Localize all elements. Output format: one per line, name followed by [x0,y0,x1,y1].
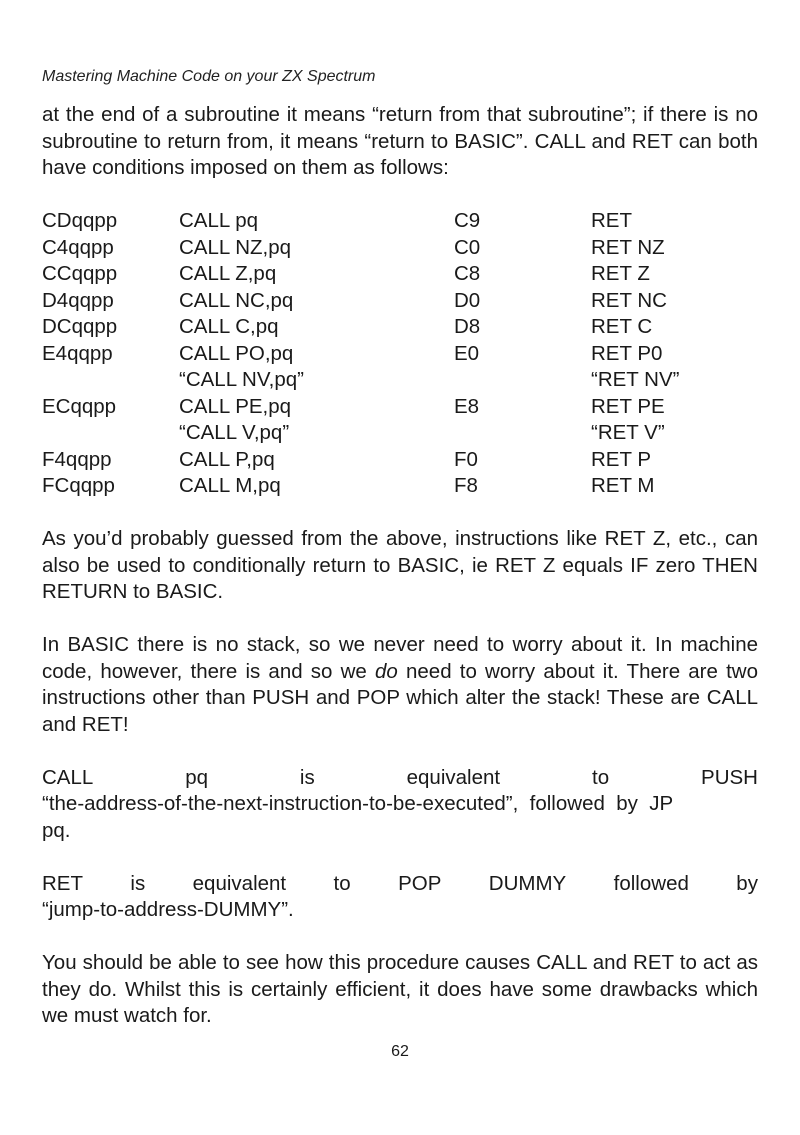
call-opcode-cell: ECqqpp [42,394,117,418]
ret-mnemonic-cell: “RET NV” [591,368,680,391]
ret-opcode-cell: F0 [454,447,478,471]
ret-opcode-cell: E0 [454,341,480,365]
call-mnemonic-cell: CALL pq [179,209,259,232]
conditional-return-paragraph: As you’d probably guessed from the above, instructions like RET Z, etc., can also be used to conditionally return to BASIC, ie RET Z equals IF zero THEN RETURN to BASIC. [42,527,758,603]
call-opcode-cell: F4qqpp [42,447,112,471]
call-opcode-cell: CCqqpp [42,262,118,285]
ret-opcode-cell: D0 [454,288,481,312]
opcode-table-row [42,367,758,394]
call-word: to [592,765,610,789]
ret-word: by [736,871,758,895]
opcode-table-row [42,341,758,368]
call-word: CALL [42,765,94,789]
ret-mnemonic-cell: RET PE [591,394,665,418]
ret-opcode-cell: C8 [454,262,481,285]
ret-mnemonic-cell: “RET V” [591,421,665,444]
call-opcode-cell: C4qqpp [42,235,114,259]
ret-opcode-cell: C9 [454,209,481,232]
opcode-table-row [42,447,758,474]
call-opcode-cell: FCqqpp [42,474,115,497]
opcode-table-row [42,288,758,315]
call-mnemonic-cell: CALL P,pq [179,447,275,471]
ret-word: equivalent [192,871,287,895]
call-opcode-cell: E4qqpp [42,341,113,365]
ret-word: DUMMY [488,871,567,895]
call-mnemonic-cell: CALL NC,pq [179,288,294,312]
ret-opcode-cell [454,420,591,447]
ret-mnemonic-cell: RET [591,209,632,232]
ret-mnemonic-cell: RET M [591,474,655,497]
ret-mnemonic-cell: RET P [591,447,651,471]
call-mnemonic-cell: CALL Z,pq [179,262,277,285]
ret-opcode-cell: D8 [454,315,481,338]
call-word: PUSH [701,765,758,789]
call-opcode-cell [42,420,179,447]
opcode-table-row [42,394,758,421]
opcode-table-row [42,473,758,500]
opcode-table-row [42,420,758,447]
ret-word: to [333,871,351,895]
ret-word: POP [398,871,442,895]
call-first-line [42,765,758,792]
ret-mnemonic-cell: RET NZ [591,235,665,259]
call-mnemonic-cell: CALL M,pq [179,474,281,497]
call-opcode-cell: DCqqpp [42,315,118,338]
ret-mnemonic-cell: RET NC [591,288,667,312]
ret-mnemonic-cell: RET C [591,315,653,338]
call-word: is [299,765,315,789]
call-mnemonic-cell: CALL C,pq [179,315,279,338]
call-opcode-cell [42,367,179,394]
ret-opcode-cell: C0 [454,235,481,259]
ret-mnemonic-cell: RET Z [591,262,650,285]
conclusion-paragraph: You should be able to see how this procedure causes CALL and RET to act as they do. Whilst this is certainly efficient, it does have some drawbacks which we must watch for. [42,951,758,1027]
ret-word: RET [42,871,83,895]
call-second-line: “the-address-of-the-next-instruction-to-be-executed”, followed by JP [42,792,674,815]
call-mnemonic-cell: CALL PO,pq [179,341,294,365]
call-mnemonic-cell: “CALL NV,pq” [179,368,304,391]
stack-paragraph [42,632,758,738]
ret-mnemonic-cell: RET P0 [591,341,663,365]
running-head: Mastering Machine Code on your ZX Spectrum [42,68,376,85]
ret-opcode-cell [454,367,591,394]
ret-first-line [42,871,758,898]
stack-text-before: In BASIC there is no stack, so we never need to worry about it. In machine code, however, there is and so we [42,633,758,683]
opcode-table-row [42,314,758,341]
ret-equivalence-paragraph [42,871,758,924]
call-third-line: pq. [42,818,71,842]
stack-emphasis: do [375,659,398,683]
intro-paragraph: at the end of a subroutine it means “return from that subroutine”; if there is no subroutine to return from, it means “return to BASIC”. CALL and RET can both have conditions imposed on them as follows: [42,103,758,179]
page-body [42,102,758,1030]
opcode-table-row [42,208,758,235]
call-equivalence-paragraph [42,765,758,845]
ret-opcode-cell: E8 [454,394,480,418]
call-word: equivalent [406,765,501,789]
stack-text-after: need to worry about it. There are two instructions other than PUSH and POP which alter the stack! These are CALL and RET! [42,659,758,736]
call-mnemonic-cell: CALL NZ,pq [179,235,292,259]
ret-word: followed [613,871,689,895]
opcode-table-row [42,235,758,262]
ret-opcode-cell: F8 [454,474,478,497]
call-opcode-cell: CDqqpp [42,209,118,232]
page-number: 62 [391,1043,409,1060]
call-mnemonic-cell: CALL PE,pq [179,394,292,418]
call-word: pq [185,765,208,789]
opcode-table [42,208,758,500]
call-mnemonic-cell: “CALL V,pq” [179,421,290,444]
ret-word: is [130,871,146,895]
ret-second-line: “jump-to-address-DUMMY”. [42,898,294,921]
call-opcode-cell: D4qqpp [42,288,114,312]
opcode-table-row [42,261,758,288]
